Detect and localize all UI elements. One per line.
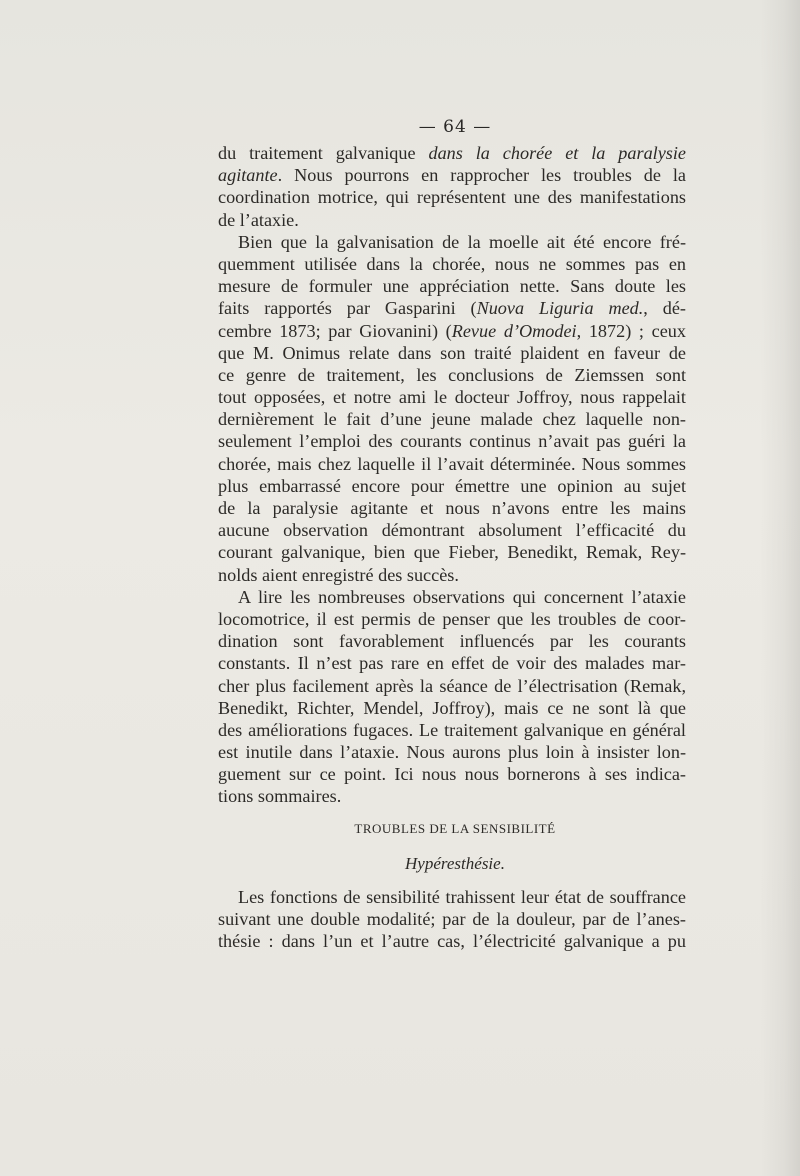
text-line: [218, 652, 686, 674]
text-line: [218, 697, 686, 719]
text-span: chorée, mais chez laquelle il l’avait déterminée. Nous sommes: [218, 453, 686, 474]
text-line: [218, 675, 686, 697]
text-span: mesure de formuler une appréciation nette. Sans doute les: [218, 276, 686, 297]
text-span: guement sur ce point. Ici nous nous bornerons à ses indica-: [218, 764, 686, 785]
text-span: aucune observation démontrant absolument l’efficacité du: [218, 520, 686, 541]
text-line: [218, 453, 686, 475]
text-line: [218, 297, 686, 319]
text-line: [218, 886, 686, 908]
text-line: [218, 275, 686, 297]
text-line: [218, 142, 686, 164]
text-line: [218, 497, 686, 519]
text-span: du traitement galvanique: [218, 143, 429, 163]
text-line: [218, 564, 686, 586]
text-span: que M. Onimus relate dans son traité plaident en faveur de: [218, 342, 686, 363]
text-line: [218, 430, 686, 452]
text-span: thésie : dans l’un et l’autre cas, l’électricité galvanique a pu: [218, 931, 686, 952]
text-line: [218, 908, 686, 930]
text-line: [218, 364, 686, 386]
text-span: dination sont favorablement influencés par les courants: [218, 631, 686, 652]
final-paragraph: [218, 886, 686, 953]
paragraph: [218, 586, 686, 808]
text-span: de la paralysie agitante et nous n’avons entre les mains: [218, 498, 686, 518]
text-span: suivant une double modalité; par de la douleur, par de l’anes-: [218, 909, 686, 930]
text-span: Benedikt, Richter, Mendel, Joffroy), mais ce ne sont là que: [218, 697, 686, 718]
text-line: [218, 164, 686, 186]
text-line: [218, 630, 686, 652]
text-line: [218, 608, 686, 630]
text-span: tions sommaires.: [218, 786, 342, 807]
text-span: nolds aient enregistré des succès.: [218, 564, 459, 585]
text-line: [218, 209, 686, 231]
subsection-title: Hypéresthésie.: [405, 854, 505, 873]
text-span: seulement l’emploi des courants continus n’avait pas guéri la: [218, 431, 686, 452]
text-span: quemment utilisée dans la chorée, nous ne sommes pas en: [218, 253, 686, 274]
text-line: [218, 586, 686, 608]
text-span: locomotrice, il est permis de penser que les troubles de coor-: [218, 608, 686, 629]
text-line: [218, 541, 686, 563]
text-span: tout opposées, et notre ami le docteur Joffroy, nous rappelait: [218, 387, 686, 408]
page-number: — 64 —: [418, 117, 492, 137]
text-span: plus embarrassé encore pour émettre une opinion au sujet: [218, 475, 686, 496]
text-span: ce genre de traitement, les conclusions de Ziemssen sont: [218, 364, 686, 385]
italic-text: agitante: [218, 165, 278, 186]
body-text: [218, 142, 686, 808]
text-span: , dé-: [643, 298, 686, 319]
paragraph: [218, 231, 686, 586]
text-line: [218, 763, 686, 785]
text-span: est inutile dans l’ataxie. Nous aurons plus loin à insister lon-: [218, 742, 686, 763]
text-line: [218, 231, 686, 253]
text-span: de l’ataxie.: [218, 209, 299, 230]
page-edge-shadow: [760, 0, 800, 1176]
text-span: constants. Il n’est pas rare en effet de voir des malades mar-: [218, 653, 686, 674]
text-span: des améliorations fugaces. Le traitement galvanique en général: [218, 719, 686, 740]
text-line: [218, 408, 686, 430]
text-line: [218, 741, 686, 763]
section-title: TROUBLES DE LA SENSIBILITÉ: [354, 821, 556, 836]
italic-text: Nuova Liguria med.: [476, 298, 644, 319]
text-line: [218, 186, 686, 208]
text-span: Bien que la galvanisation de la moelle ait été encore fré-: [238, 231, 686, 252]
text-line: [218, 519, 686, 541]
text-span: faits rapportés par Gasparini (: [218, 298, 477, 319]
text-line: [218, 386, 686, 408]
text-span: cher plus facilement après la séance de l’électrisation (Remak,: [218, 675, 686, 696]
italic-text: Revue d’Omodei: [451, 320, 577, 341]
text-span: A lire les nombreuses observations qui concernent l’ataxie: [238, 586, 686, 607]
text-line: [218, 342, 686, 364]
text-span: Les fonctions de sensibilité trahissent leur état de souffrance: [238, 887, 686, 907]
italic-text: dans la chorée et la paralysie: [428, 143, 686, 163]
text-line: [218, 320, 686, 342]
text-span: courant galvanique, bien que Fieber, Benedikt, Remak, Rey-: [218, 542, 686, 563]
text-line: [218, 253, 686, 275]
text-line: [218, 785, 686, 807]
text-span: , 1872) ; ceux: [576, 320, 686, 341]
text-span: dernièrement le fait d’une jeune malade chez laquelle non-: [218, 409, 686, 430]
text-line: [218, 475, 686, 497]
paragraph: [218, 142, 686, 231]
text-line: [218, 719, 686, 741]
text-span: coordination motrice, qui représentent une des manifestations: [218, 187, 686, 208]
text-line: [218, 930, 686, 952]
text-span: . Nous pourrons en rapprocher les troubles de la: [277, 165, 686, 186]
text-span: cembre 1873; par Giovanini) (: [218, 320, 452, 341]
